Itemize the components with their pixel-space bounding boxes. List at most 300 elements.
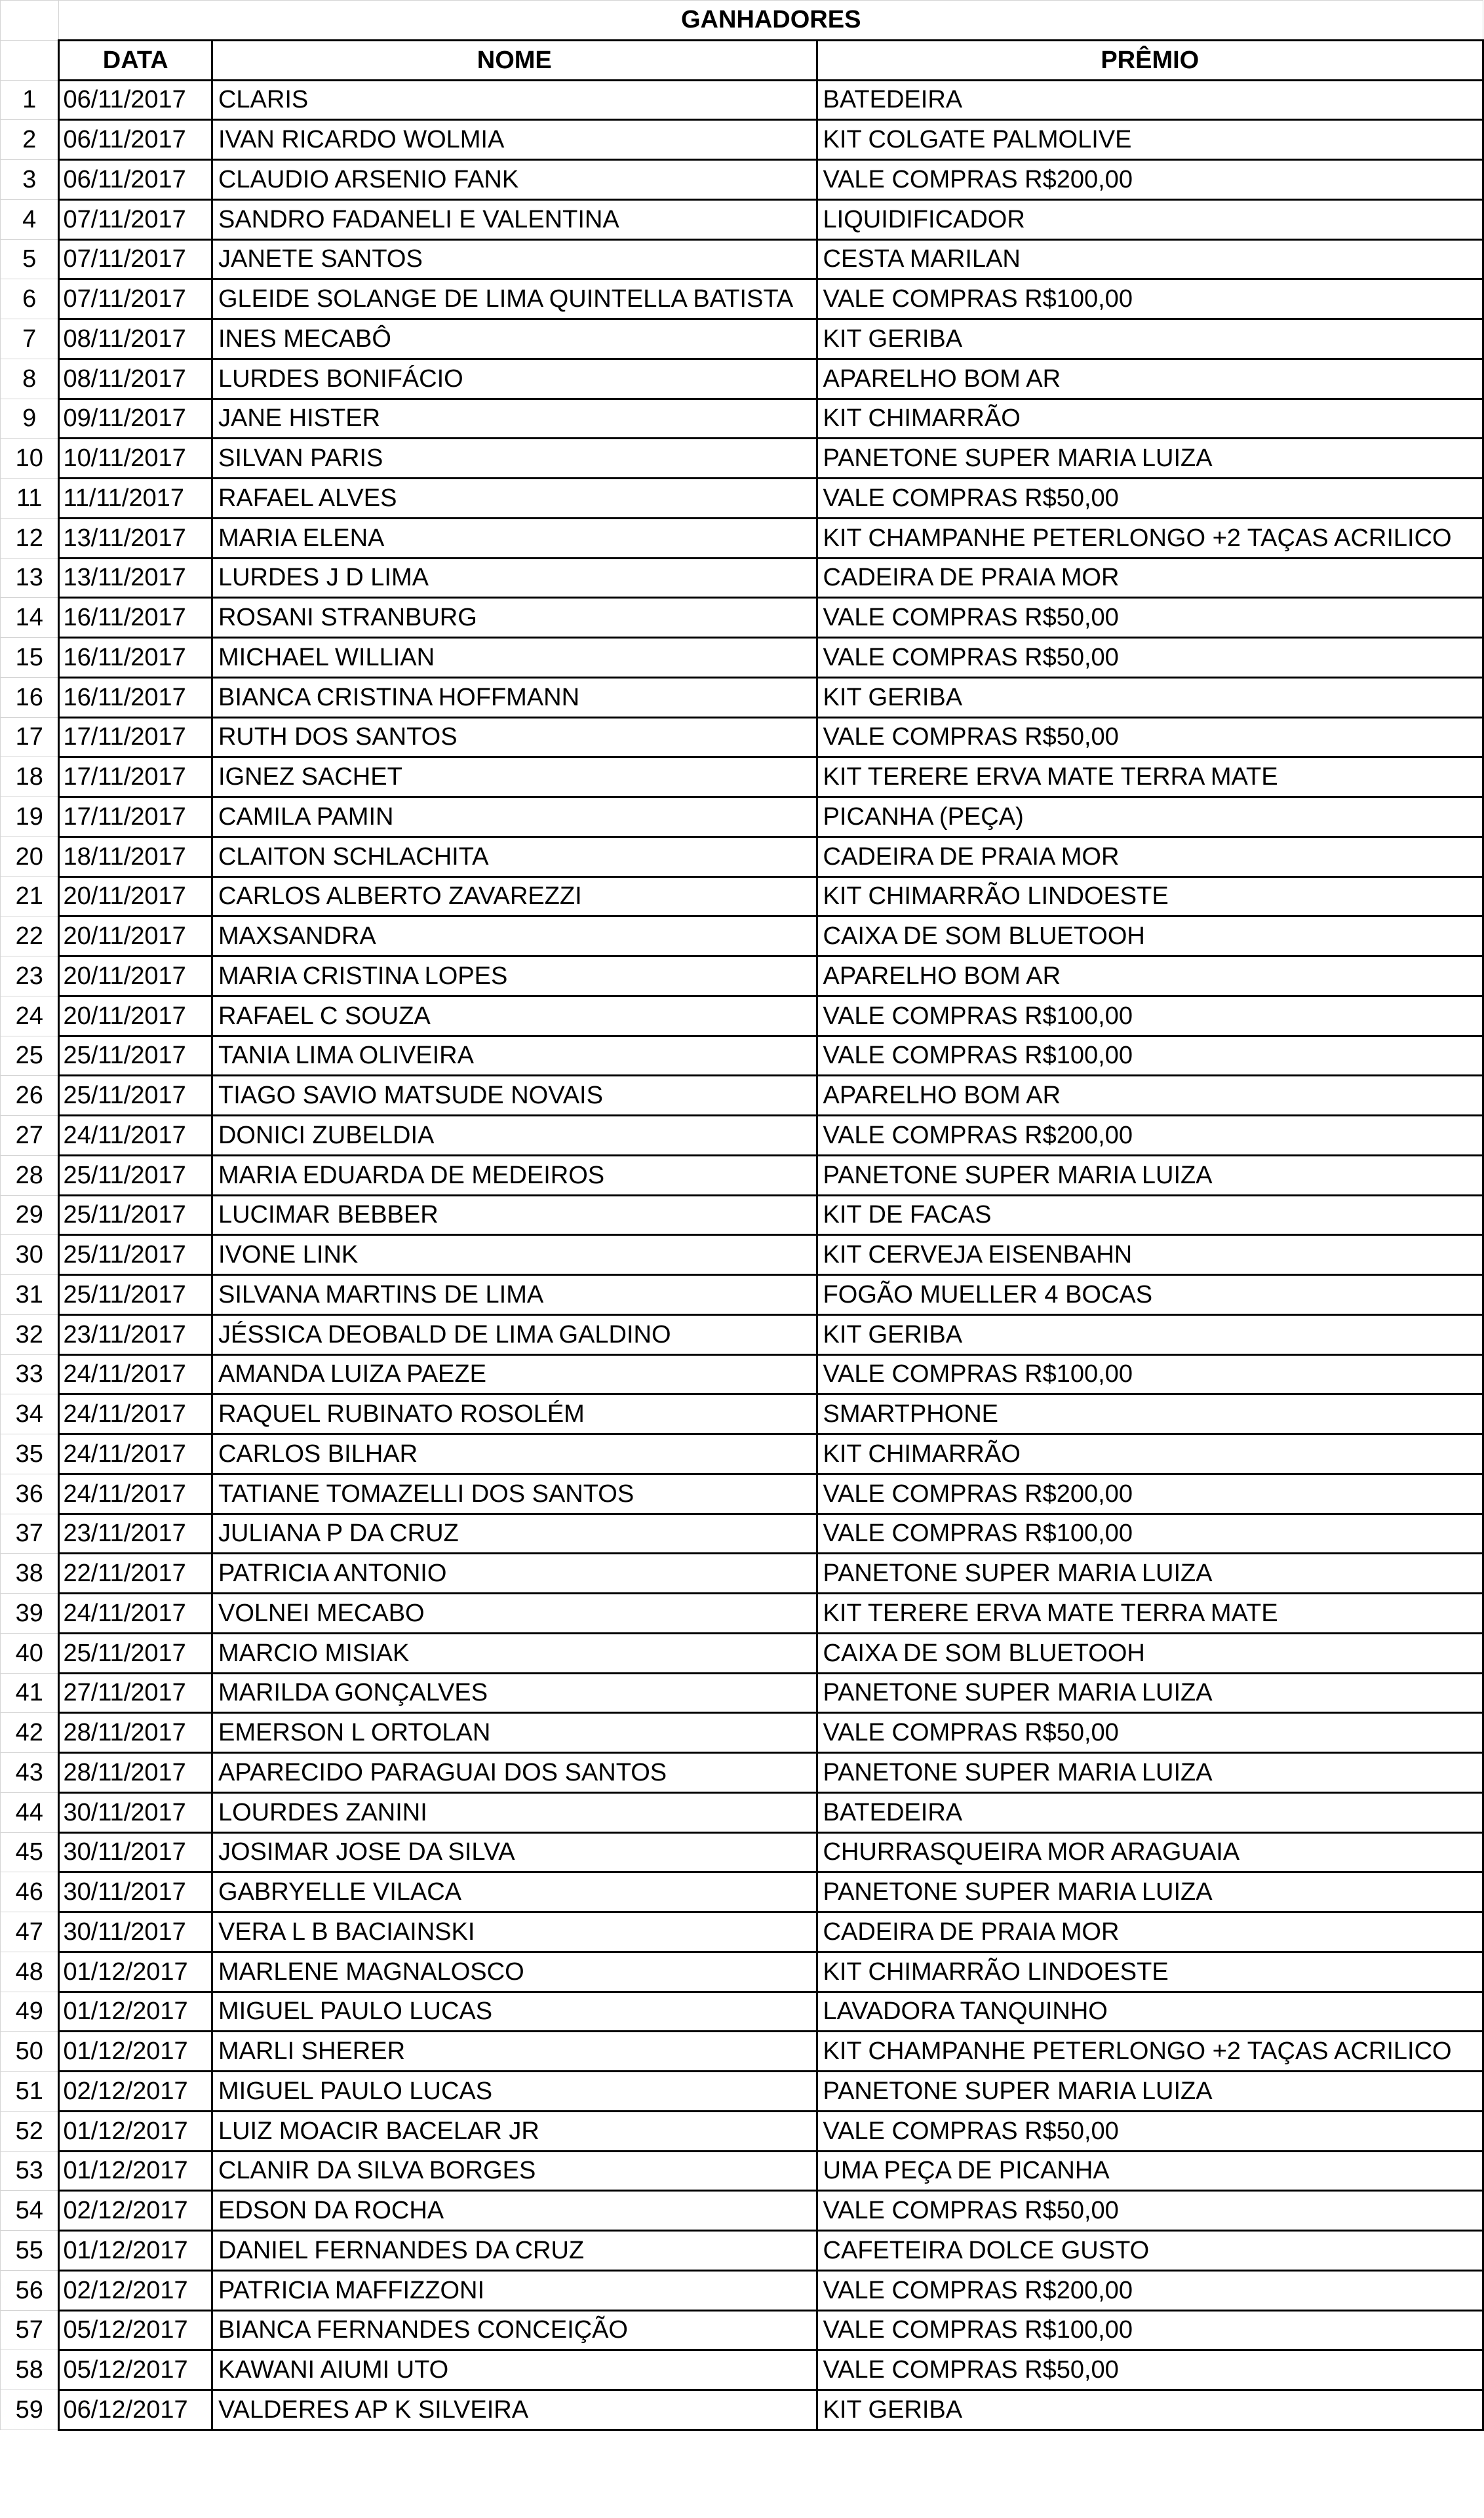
table-row bbox=[1, 2072, 1483, 2112]
date-cell[interactable]: 08/11/2017 bbox=[59, 319, 212, 359]
date-cell[interactable]: 01/12/2017 bbox=[59, 2032, 212, 2072]
row-number-cell[interactable] bbox=[1, 1, 59, 41]
table-row bbox=[1, 1275, 1483, 1315]
prize-cell[interactable]: CADEIRA DE PRAIA MOR bbox=[817, 1912, 1483, 1952]
date-cell[interactable]: 02/12/2017 bbox=[59, 2270, 212, 2310]
date-cell[interactable]: 23/11/2017 bbox=[59, 1314, 212, 1354]
date-cell[interactable]: 25/11/2017 bbox=[59, 1235, 212, 1275]
name-cell[interactable]: TATIANE TOMAZELLI DOS SANTOS bbox=[212, 1474, 817, 1514]
prize-cell[interactable]: PICANHA (PEÇA) bbox=[817, 797, 1483, 837]
prize-cell[interactable]: KIT GERIBA bbox=[817, 2390, 1483, 2430]
prize-cell[interactable]: VALE COMPRAS R$50,00 bbox=[817, 1713, 1483, 1753]
row-number[interactable]: 2 bbox=[1, 120, 59, 160]
row-number[interactable]: 37 bbox=[1, 1514, 59, 1554]
name-cell[interactable]: AMANDA LUIZA PAEZE bbox=[212, 1354, 817, 1394]
name-cell[interactable]: PATRICIA MAFFIZZONI bbox=[212, 2270, 817, 2310]
name-cell[interactable]: SILVAN PARIS bbox=[212, 439, 817, 479]
row-number[interactable]: 1 bbox=[1, 80, 59, 120]
table-row bbox=[1, 1474, 1483, 1514]
date-cell[interactable]: 24/11/2017 bbox=[59, 1474, 212, 1514]
date-cell[interactable]: 24/11/2017 bbox=[59, 1354, 212, 1394]
date-cell[interactable]: 20/11/2017 bbox=[59, 996, 212, 1036]
prize-cell[interactable]: VALE COMPRAS R$200,00 bbox=[817, 160, 1483, 200]
date-cell[interactable]: 17/11/2017 bbox=[59, 797, 212, 837]
date-cell[interactable]: 06/11/2017 bbox=[59, 160, 212, 200]
date-cell[interactable]: 13/11/2017 bbox=[59, 518, 212, 558]
prize-cell[interactable]: CAFETEIRA DOLCE GUSTO bbox=[817, 2231, 1483, 2271]
row-number[interactable]: 46 bbox=[1, 1872, 59, 1912]
table-row bbox=[1, 2310, 1483, 2350]
row-number[interactable]: 34 bbox=[1, 1394, 59, 1434]
table-row bbox=[1, 1394, 1483, 1434]
name-cell[interactable]: MARLENE MAGNALOSCO bbox=[212, 1952, 817, 1992]
prize-cell[interactable]: KIT CHIMARRÃO bbox=[817, 399, 1483, 439]
date-cell[interactable]: 08/11/2017 bbox=[59, 359, 212, 399]
row-number[interactable]: 16 bbox=[1, 677, 59, 717]
name-cell[interactable]: MIGUEL PAULO LUCAS bbox=[212, 2072, 817, 2112]
row-number[interactable]: 20 bbox=[1, 836, 59, 876]
date-cell[interactable]: 25/11/2017 bbox=[59, 1633, 212, 1673]
prize-cell[interactable]: FOGÃO MUELLER 4 BOCAS bbox=[817, 1275, 1483, 1315]
prize-cell[interactable]: VALE COMPRAS R$100,00 bbox=[817, 996, 1483, 1036]
prize-cell[interactable]: KIT GERIBA bbox=[817, 677, 1483, 717]
name-cell[interactable]: MARILDA GONÇALVES bbox=[212, 1673, 817, 1713]
prize-cell[interactable]: KIT TERERE ERVA MATE TERRA MATE bbox=[817, 1594, 1483, 1634]
row-number[interactable]: 35 bbox=[1, 1434, 59, 1474]
prize-cell[interactable]: VALE COMPRAS R$50,00 bbox=[817, 2350, 1483, 2390]
row-number[interactable]: 56 bbox=[1, 2270, 59, 2310]
date-cell[interactable]: 01/12/2017 bbox=[59, 2231, 212, 2271]
date-cell[interactable]: 24/11/2017 bbox=[59, 1394, 212, 1434]
name-cell[interactable]: IVAN RICARDO WOLMIA bbox=[212, 120, 817, 160]
name-cell[interactable]: LURDES J D LIMA bbox=[212, 558, 817, 598]
name-cell[interactable]: MARIA ELENA bbox=[212, 518, 817, 558]
prize-cell[interactable]: KIT CERVEJA EISENBAHN bbox=[817, 1235, 1483, 1275]
name-cell[interactable]: CLARIS bbox=[212, 80, 817, 120]
table-row bbox=[1, 1713, 1483, 1753]
prize-cell[interactable]: VALE COMPRAS R$200,00 bbox=[817, 1474, 1483, 1514]
header-date[interactable]: DATA bbox=[59, 40, 212, 80]
prize-cell[interactable]: CADEIRA DE PRAIA MOR bbox=[817, 836, 1483, 876]
row-number[interactable]: 36 bbox=[1, 1474, 59, 1514]
table-row bbox=[1, 1912, 1483, 1952]
table-row bbox=[1, 239, 1483, 279]
name-cell[interactable]: SANDRO FADANELI E VALENTINA bbox=[212, 199, 817, 239]
name-cell[interactable]: DONICI ZUBELDIA bbox=[212, 1116, 817, 1156]
table-row bbox=[1, 2111, 1483, 2151]
date-cell[interactable]: 25/11/2017 bbox=[59, 1195, 212, 1235]
row-number[interactable]: 23 bbox=[1, 956, 59, 996]
prize-cell[interactable]: UMA PEÇA DE PICANHA bbox=[817, 2151, 1483, 2191]
table-row bbox=[1, 757, 1483, 797]
row-number[interactable]: 9 bbox=[1, 399, 59, 439]
row-number[interactable]: 50 bbox=[1, 2032, 59, 2072]
prize-cell[interactable]: KIT CHIMARRÃO bbox=[817, 1434, 1483, 1474]
prize-cell[interactable]: BATEDEIRA bbox=[817, 1792, 1483, 1832]
table-row bbox=[1, 1354, 1483, 1394]
date-cell[interactable]: 09/11/2017 bbox=[59, 399, 212, 439]
prize-cell[interactable]: KIT CHIMARRÃO LINDOESTE bbox=[817, 876, 1483, 916]
table-row bbox=[1, 1514, 1483, 1554]
row-number[interactable]: 24 bbox=[1, 996, 59, 1036]
table-row bbox=[1, 1076, 1483, 1116]
table-row bbox=[1, 399, 1483, 439]
table-row bbox=[1, 1155, 1483, 1195]
date-cell[interactable]: 01/12/2017 bbox=[59, 1992, 212, 2032]
row-number[interactable]: 59 bbox=[1, 2390, 59, 2430]
row-number[interactable]: 15 bbox=[1, 638, 59, 678]
row-number[interactable]: 28 bbox=[1, 1155, 59, 1195]
date-cell[interactable]: 17/11/2017 bbox=[59, 717, 212, 757]
date-cell[interactable]: 06/11/2017 bbox=[59, 120, 212, 160]
name-cell[interactable]: DANIEL FERNANDES DA CRUZ bbox=[212, 2231, 817, 2271]
date-cell[interactable]: 25/11/2017 bbox=[59, 1275, 212, 1315]
prize-cell[interactable]: VALE COMPRAS R$50,00 bbox=[817, 2191, 1483, 2231]
table-row bbox=[1, 717, 1483, 757]
row-number[interactable]: 57 bbox=[1, 2310, 59, 2350]
prize-cell[interactable]: VALE COMPRAS R$50,00 bbox=[817, 479, 1483, 519]
row-number[interactable]: 8 bbox=[1, 359, 59, 399]
name-cell[interactable]: JANETE SANTOS bbox=[212, 239, 817, 279]
date-cell[interactable]: 01/12/2017 bbox=[59, 2151, 212, 2191]
row-number[interactable]: 13 bbox=[1, 558, 59, 598]
name-cell[interactable]: MARIA EDUARDA DE MEDEIROS bbox=[212, 1155, 817, 1195]
date-cell[interactable]: 28/11/2017 bbox=[59, 1753, 212, 1793]
table-row bbox=[1, 518, 1483, 558]
name-cell[interactable]: MAXSANDRA bbox=[212, 916, 817, 956]
date-cell[interactable]: 16/11/2017 bbox=[59, 677, 212, 717]
date-cell[interactable]: 02/12/2017 bbox=[59, 2072, 212, 2112]
table-row bbox=[1, 2032, 1483, 2072]
name-cell[interactable]: EDSON DA ROCHA bbox=[212, 2191, 817, 2231]
date-cell[interactable]: 23/11/2017 bbox=[59, 1514, 212, 1554]
date-cell[interactable]: 30/11/2017 bbox=[59, 1792, 212, 1832]
row-number[interactable]: 32 bbox=[1, 1314, 59, 1354]
table-row bbox=[1, 956, 1483, 996]
table-row bbox=[1, 1952, 1483, 1992]
row-number[interactable]: 58 bbox=[1, 2350, 59, 2390]
date-cell[interactable]: 20/11/2017 bbox=[59, 916, 212, 956]
row-number[interactable]: 40 bbox=[1, 1633, 59, 1673]
header-row bbox=[1, 40, 1483, 80]
table-row bbox=[1, 80, 1483, 120]
table-row bbox=[1, 2231, 1483, 2271]
name-cell[interactable]: MARIA CRISTINA LOPES bbox=[212, 956, 817, 996]
prize-cell[interactable]: KIT CHIMARRÃO LINDOESTE bbox=[817, 1952, 1483, 1992]
name-cell[interactable]: CARLOS ALBERTO ZAVAREZZI bbox=[212, 876, 817, 916]
table-row bbox=[1, 1116, 1483, 1156]
prize-cell[interactable]: CAIXA DE SOM BLUETOOH bbox=[817, 916, 1483, 956]
row-number[interactable]: 10 bbox=[1, 439, 59, 479]
prize-cell[interactable]: CESTA MARILAN bbox=[817, 239, 1483, 279]
row-number[interactable]: 11 bbox=[1, 479, 59, 519]
prize-cell[interactable]: PANETONE SUPER MARIA LUIZA bbox=[817, 1554, 1483, 1594]
name-cell[interactable]: JANE HISTER bbox=[212, 399, 817, 439]
date-cell[interactable]: 25/11/2017 bbox=[59, 1036, 212, 1076]
prize-cell[interactable]: CHURRASQUEIRA MOR ARAGUAIA bbox=[817, 1832, 1483, 1872]
prize-cell[interactable]: VALE COMPRAS R$100,00 bbox=[817, 1354, 1483, 1394]
header-name[interactable]: NOME bbox=[212, 40, 817, 80]
table-row bbox=[1, 1753, 1483, 1793]
name-cell[interactable]: RAQUEL RUBINATO ROSOLÉM bbox=[212, 1394, 817, 1434]
table-row bbox=[1, 2390, 1483, 2430]
name-cell[interactable]: RAFAEL ALVES bbox=[212, 479, 817, 519]
prize-cell[interactable]: VALE COMPRAS R$100,00 bbox=[817, 1514, 1483, 1554]
table-row bbox=[1, 1633, 1483, 1673]
table-row bbox=[1, 1872, 1483, 1912]
date-cell[interactable]: 06/11/2017 bbox=[59, 80, 212, 120]
prize-cell[interactable]: PANETONE SUPER MARIA LUIZA bbox=[817, 439, 1483, 479]
row-number[interactable]: 30 bbox=[1, 1235, 59, 1275]
prize-cell[interactable]: KIT COLGATE PALMOLIVE bbox=[817, 120, 1483, 160]
table-row bbox=[1, 1235, 1483, 1275]
table-row bbox=[1, 479, 1483, 519]
table-row bbox=[1, 1036, 1483, 1076]
date-cell[interactable]: 24/11/2017 bbox=[59, 1116, 212, 1156]
date-cell[interactable]: 07/11/2017 bbox=[59, 239, 212, 279]
row-number[interactable]: 6 bbox=[1, 279, 59, 319]
date-cell[interactable]: 30/11/2017 bbox=[59, 1912, 212, 1952]
date-cell[interactable]: 16/11/2017 bbox=[59, 598, 212, 638]
prize-cell[interactable]: PANETONE SUPER MARIA LUIZA bbox=[817, 1753, 1483, 1793]
row-number[interactable]: 3 bbox=[1, 160, 59, 200]
name-cell[interactable]: JOSIMAR JOSE DA SILVA bbox=[212, 1832, 817, 1872]
prize-cell[interactable]: KIT DE FACAS bbox=[817, 1195, 1483, 1235]
row-number[interactable]: 29 bbox=[1, 1195, 59, 1235]
row-number[interactable]: 42 bbox=[1, 1713, 59, 1753]
prize-cell[interactable]: KIT TERERE ERVA MATE TERRA MATE bbox=[817, 757, 1483, 797]
table-row bbox=[1, 558, 1483, 598]
row-number[interactable]: 39 bbox=[1, 1594, 59, 1634]
prize-cell[interactable]: LAVADORA TANQUINHO bbox=[817, 1992, 1483, 2032]
prize-cell[interactable]: KIT CHAMPANHE PETERLONGO +2 TAÇAS ACRILICO bbox=[817, 2032, 1483, 2072]
row-number[interactable]: 54 bbox=[1, 2191, 59, 2231]
name-cell[interactable]: VALDERES AP K SILVEIRA bbox=[212, 2390, 817, 2430]
row-number[interactable]: 12 bbox=[1, 518, 59, 558]
prize-cell[interactable]: PANETONE SUPER MARIA LUIZA bbox=[817, 1155, 1483, 1195]
date-cell[interactable]: 24/11/2017 bbox=[59, 1594, 212, 1634]
row-number[interactable]: 48 bbox=[1, 1952, 59, 1992]
prize-cell[interactable]: PANETONE SUPER MARIA LUIZA bbox=[817, 1673, 1483, 1713]
table-row bbox=[1, 1314, 1483, 1354]
row-number[interactable]: 22 bbox=[1, 916, 59, 956]
prize-cell[interactable]: VALE COMPRAS R$50,00 bbox=[817, 638, 1483, 678]
date-cell[interactable]: 05/12/2017 bbox=[59, 2310, 212, 2350]
date-cell[interactable]: 02/12/2017 bbox=[59, 2191, 212, 2231]
name-cell[interactable]: KAWANI AIUMI UTO bbox=[212, 2350, 817, 2390]
name-cell[interactable]: MARLI SHERER bbox=[212, 2032, 817, 2072]
name-cell[interactable]: LOURDES ZANINI bbox=[212, 1792, 817, 1832]
date-cell[interactable]: 25/11/2017 bbox=[59, 1076, 212, 1116]
table-row bbox=[1, 2350, 1483, 2390]
date-cell[interactable]: 01/12/2017 bbox=[59, 2111, 212, 2151]
name-cell[interactable]: LUIZ MOACIR BACELAR JR bbox=[212, 2111, 817, 2151]
prize-cell[interactable]: PANETONE SUPER MARIA LUIZA bbox=[817, 2072, 1483, 2112]
name-cell[interactable]: CLAITON SCHLACHITA bbox=[212, 836, 817, 876]
table-row bbox=[1, 160, 1483, 200]
name-cell[interactable]: JÉSSICA DEOBALD DE LIMA GALDINO bbox=[212, 1314, 817, 1354]
date-cell[interactable]: 30/11/2017 bbox=[59, 1832, 212, 1872]
prize-cell[interactable]: CAIXA DE SOM BLUETOOH bbox=[817, 1633, 1483, 1673]
name-cell[interactable]: CLANIR DA SILVA BORGES bbox=[212, 2151, 817, 2191]
prize-cell[interactable]: PANETONE SUPER MARIA LUIZA bbox=[817, 1872, 1483, 1912]
table-row bbox=[1, 638, 1483, 678]
table-row bbox=[1, 439, 1483, 479]
name-cell[interactable]: BIANCA CRISTINA HOFFMANN bbox=[212, 677, 817, 717]
row-number[interactable]: 52 bbox=[1, 2111, 59, 2151]
name-cell[interactable]: CLAUDIO ARSENIO FANK bbox=[212, 160, 817, 200]
table-row bbox=[1, 2151, 1483, 2191]
table-row bbox=[1, 996, 1483, 1036]
row-number[interactable]: 7 bbox=[1, 319, 59, 359]
table-row bbox=[1, 797, 1483, 837]
row-number[interactable]: 47 bbox=[1, 1912, 59, 1952]
name-cell[interactable]: IGNEZ SACHET bbox=[212, 757, 817, 797]
name-cell[interactable]: INES MECABÔ bbox=[212, 319, 817, 359]
name-cell[interactable]: EMERSON L ORTOLAN bbox=[212, 1713, 817, 1753]
row-number[interactable]: 25 bbox=[1, 1036, 59, 1076]
prize-cell[interactable]: LIQUIDIFICADOR bbox=[817, 199, 1483, 239]
table-row bbox=[1, 836, 1483, 876]
name-cell[interactable]: RAFAEL C SOUZA bbox=[212, 996, 817, 1036]
date-cell[interactable]: 13/11/2017 bbox=[59, 558, 212, 598]
table-row bbox=[1, 2270, 1483, 2310]
row-number[interactable]: 31 bbox=[1, 1275, 59, 1315]
row-number[interactable]: 43 bbox=[1, 1753, 59, 1793]
name-cell[interactable]: LURDES BONIFÁCIO bbox=[212, 359, 817, 399]
row-number[interactable]: 55 bbox=[1, 2231, 59, 2271]
date-cell[interactable]: 07/11/2017 bbox=[59, 279, 212, 319]
prize-cell[interactable]: BATEDEIRA bbox=[817, 80, 1483, 120]
date-cell[interactable]: 25/11/2017 bbox=[59, 1155, 212, 1195]
name-cell[interactable]: IVONE LINK bbox=[212, 1235, 817, 1275]
date-cell[interactable]: 10/11/2017 bbox=[59, 439, 212, 479]
table-row bbox=[1, 1992, 1483, 2032]
date-cell[interactable]: 17/11/2017 bbox=[59, 757, 212, 797]
prize-cell[interactable]: KIT GERIBA bbox=[817, 319, 1483, 359]
prize-cell[interactable]: VALE COMPRAS R$200,00 bbox=[817, 2270, 1483, 2310]
name-cell[interactable]: LUCIMAR BEBBER bbox=[212, 1195, 817, 1235]
name-cell[interactable]: GLEIDE SOLANGE DE LIMA QUINTELLA BATISTA bbox=[212, 279, 817, 319]
prize-cell[interactable]: KIT CHAMPANHE PETERLONGO +2 TAÇAS ACRILICO bbox=[817, 518, 1483, 558]
name-cell[interactable]: MARCIO MISIAK bbox=[212, 1633, 817, 1673]
prize-cell[interactable]: KIT GERIBA bbox=[817, 1314, 1483, 1354]
table-row bbox=[1, 279, 1483, 319]
name-cell[interactable]: VERA L B BACIAINSKI bbox=[212, 1912, 817, 1952]
row-number[interactable]: 21 bbox=[1, 876, 59, 916]
prize-cell[interactable]: VALE COMPRAS R$200,00 bbox=[817, 1116, 1483, 1156]
row-number[interactable]: 49 bbox=[1, 1992, 59, 2032]
row-number[interactable]: 4 bbox=[1, 199, 59, 239]
row-number[interactable]: 19 bbox=[1, 797, 59, 837]
row-number[interactable]: 38 bbox=[1, 1554, 59, 1594]
table-row bbox=[1, 1792, 1483, 1832]
prize-cell[interactable]: SMARTPHONE bbox=[817, 1394, 1483, 1434]
prize-cell[interactable]: VALE COMPRAS R$50,00 bbox=[817, 2111, 1483, 2151]
row-number[interactable]: 26 bbox=[1, 1076, 59, 1116]
row-number[interactable]: 44 bbox=[1, 1792, 59, 1832]
date-cell[interactable]: 06/12/2017 bbox=[59, 2390, 212, 2430]
row-number[interactable]: 51 bbox=[1, 2072, 59, 2112]
name-cell[interactable]: MIGUEL PAULO LUCAS bbox=[212, 1992, 817, 2032]
date-cell[interactable]: 16/11/2017 bbox=[59, 638, 212, 678]
prize-cell[interactable]: CADEIRA DE PRAIA MOR bbox=[817, 558, 1483, 598]
date-cell[interactable]: 20/11/2017 bbox=[59, 956, 212, 996]
table-row bbox=[1, 359, 1483, 399]
date-cell[interactable]: 01/12/2017 bbox=[59, 1952, 212, 1992]
prize-cell[interactable]: VALE COMPRAS R$100,00 bbox=[817, 279, 1483, 319]
date-cell[interactable]: 30/11/2017 bbox=[59, 1872, 212, 1912]
date-cell[interactable]: 27/11/2017 bbox=[59, 1673, 212, 1713]
name-cell[interactable]: VOLNEI MECABO bbox=[212, 1594, 817, 1634]
table-row bbox=[1, 1554, 1483, 1594]
prize-cell[interactable]: VALE COMPRAS R$50,00 bbox=[817, 717, 1483, 757]
name-cell[interactable]: SILVANA MARTINS DE LIMA bbox=[212, 1275, 817, 1315]
row-number[interactable]: 5 bbox=[1, 239, 59, 279]
table-row bbox=[1, 120, 1483, 160]
date-cell[interactable]: 11/11/2017 bbox=[59, 479, 212, 519]
date-cell[interactable]: 22/11/2017 bbox=[59, 1554, 212, 1594]
name-cell[interactable]: RUTH DOS SANTOS bbox=[212, 717, 817, 757]
prize-cell[interactable]: VALE COMPRAS R$100,00 bbox=[817, 2310, 1483, 2350]
row-number[interactable]: 27 bbox=[1, 1116, 59, 1156]
date-cell[interactable]: 05/12/2017 bbox=[59, 2350, 212, 2390]
table-row bbox=[1, 1673, 1483, 1713]
name-cell[interactable]: GABRYELLE VILACA bbox=[212, 1872, 817, 1912]
sheet-title[interactable]: GANHADORES bbox=[59, 1, 1483, 41]
table-row bbox=[1, 598, 1483, 638]
prize-cell[interactable]: APARELHO BOM AR bbox=[817, 1076, 1483, 1116]
date-cell[interactable]: 07/11/2017 bbox=[59, 199, 212, 239]
row-number[interactable]: 53 bbox=[1, 2151, 59, 2191]
row-number-cell[interactable] bbox=[1, 40, 59, 80]
table-row bbox=[1, 1594, 1483, 1634]
header-prize[interactable]: PRÊMIO bbox=[817, 40, 1483, 80]
name-cell[interactable]: BIANCA FERNANDES CONCEIÇÃO bbox=[212, 2310, 817, 2350]
name-cell[interactable]: APARECIDO PARAGUAI DOS SANTOS bbox=[212, 1753, 817, 1793]
table-row bbox=[1, 319, 1483, 359]
table-row bbox=[1, 1832, 1483, 1872]
table-row bbox=[1, 876, 1483, 916]
table-row bbox=[1, 1195, 1483, 1235]
date-cell[interactable]: 24/11/2017 bbox=[59, 1434, 212, 1474]
name-cell[interactable]: CARLOS BILHAR bbox=[212, 1434, 817, 1474]
prize-cell[interactable]: APARELHO BOM AR bbox=[817, 359, 1483, 399]
prize-cell[interactable]: VALE COMPRAS R$50,00 bbox=[817, 598, 1483, 638]
prize-cell[interactable]: APARELHO BOM AR bbox=[817, 956, 1483, 996]
name-cell[interactable]: JULIANA P DA CRUZ bbox=[212, 1514, 817, 1554]
row-number[interactable]: 18 bbox=[1, 757, 59, 797]
date-cell[interactable]: 18/11/2017 bbox=[59, 836, 212, 876]
name-cell[interactable]: TIAGO SAVIO MATSUDE NOVAIS bbox=[212, 1076, 817, 1116]
date-cell[interactable]: 20/11/2017 bbox=[59, 876, 212, 916]
table-row bbox=[1, 677, 1483, 717]
name-cell[interactable]: CAMILA PAMIN bbox=[212, 797, 817, 837]
date-cell[interactable]: 28/11/2017 bbox=[59, 1713, 212, 1753]
row-number[interactable]: 45 bbox=[1, 1832, 59, 1872]
name-cell[interactable]: ROSANI STRANBURG bbox=[212, 598, 817, 638]
name-cell[interactable]: TANIA LIMA OLIVEIRA bbox=[212, 1036, 817, 1076]
table-row bbox=[1, 2191, 1483, 2231]
name-cell[interactable]: MICHAEL WILLIAN bbox=[212, 638, 817, 678]
row-number[interactable]: 14 bbox=[1, 598, 59, 638]
name-cell[interactable]: PATRICIA ANTONIO bbox=[212, 1554, 817, 1594]
row-number[interactable]: 41 bbox=[1, 1673, 59, 1713]
prize-cell[interactable]: VALE COMPRAS R$100,00 bbox=[817, 1036, 1483, 1076]
table-row bbox=[1, 199, 1483, 239]
row-number[interactable]: 17 bbox=[1, 717, 59, 757]
row-number[interactable]: 33 bbox=[1, 1354, 59, 1394]
